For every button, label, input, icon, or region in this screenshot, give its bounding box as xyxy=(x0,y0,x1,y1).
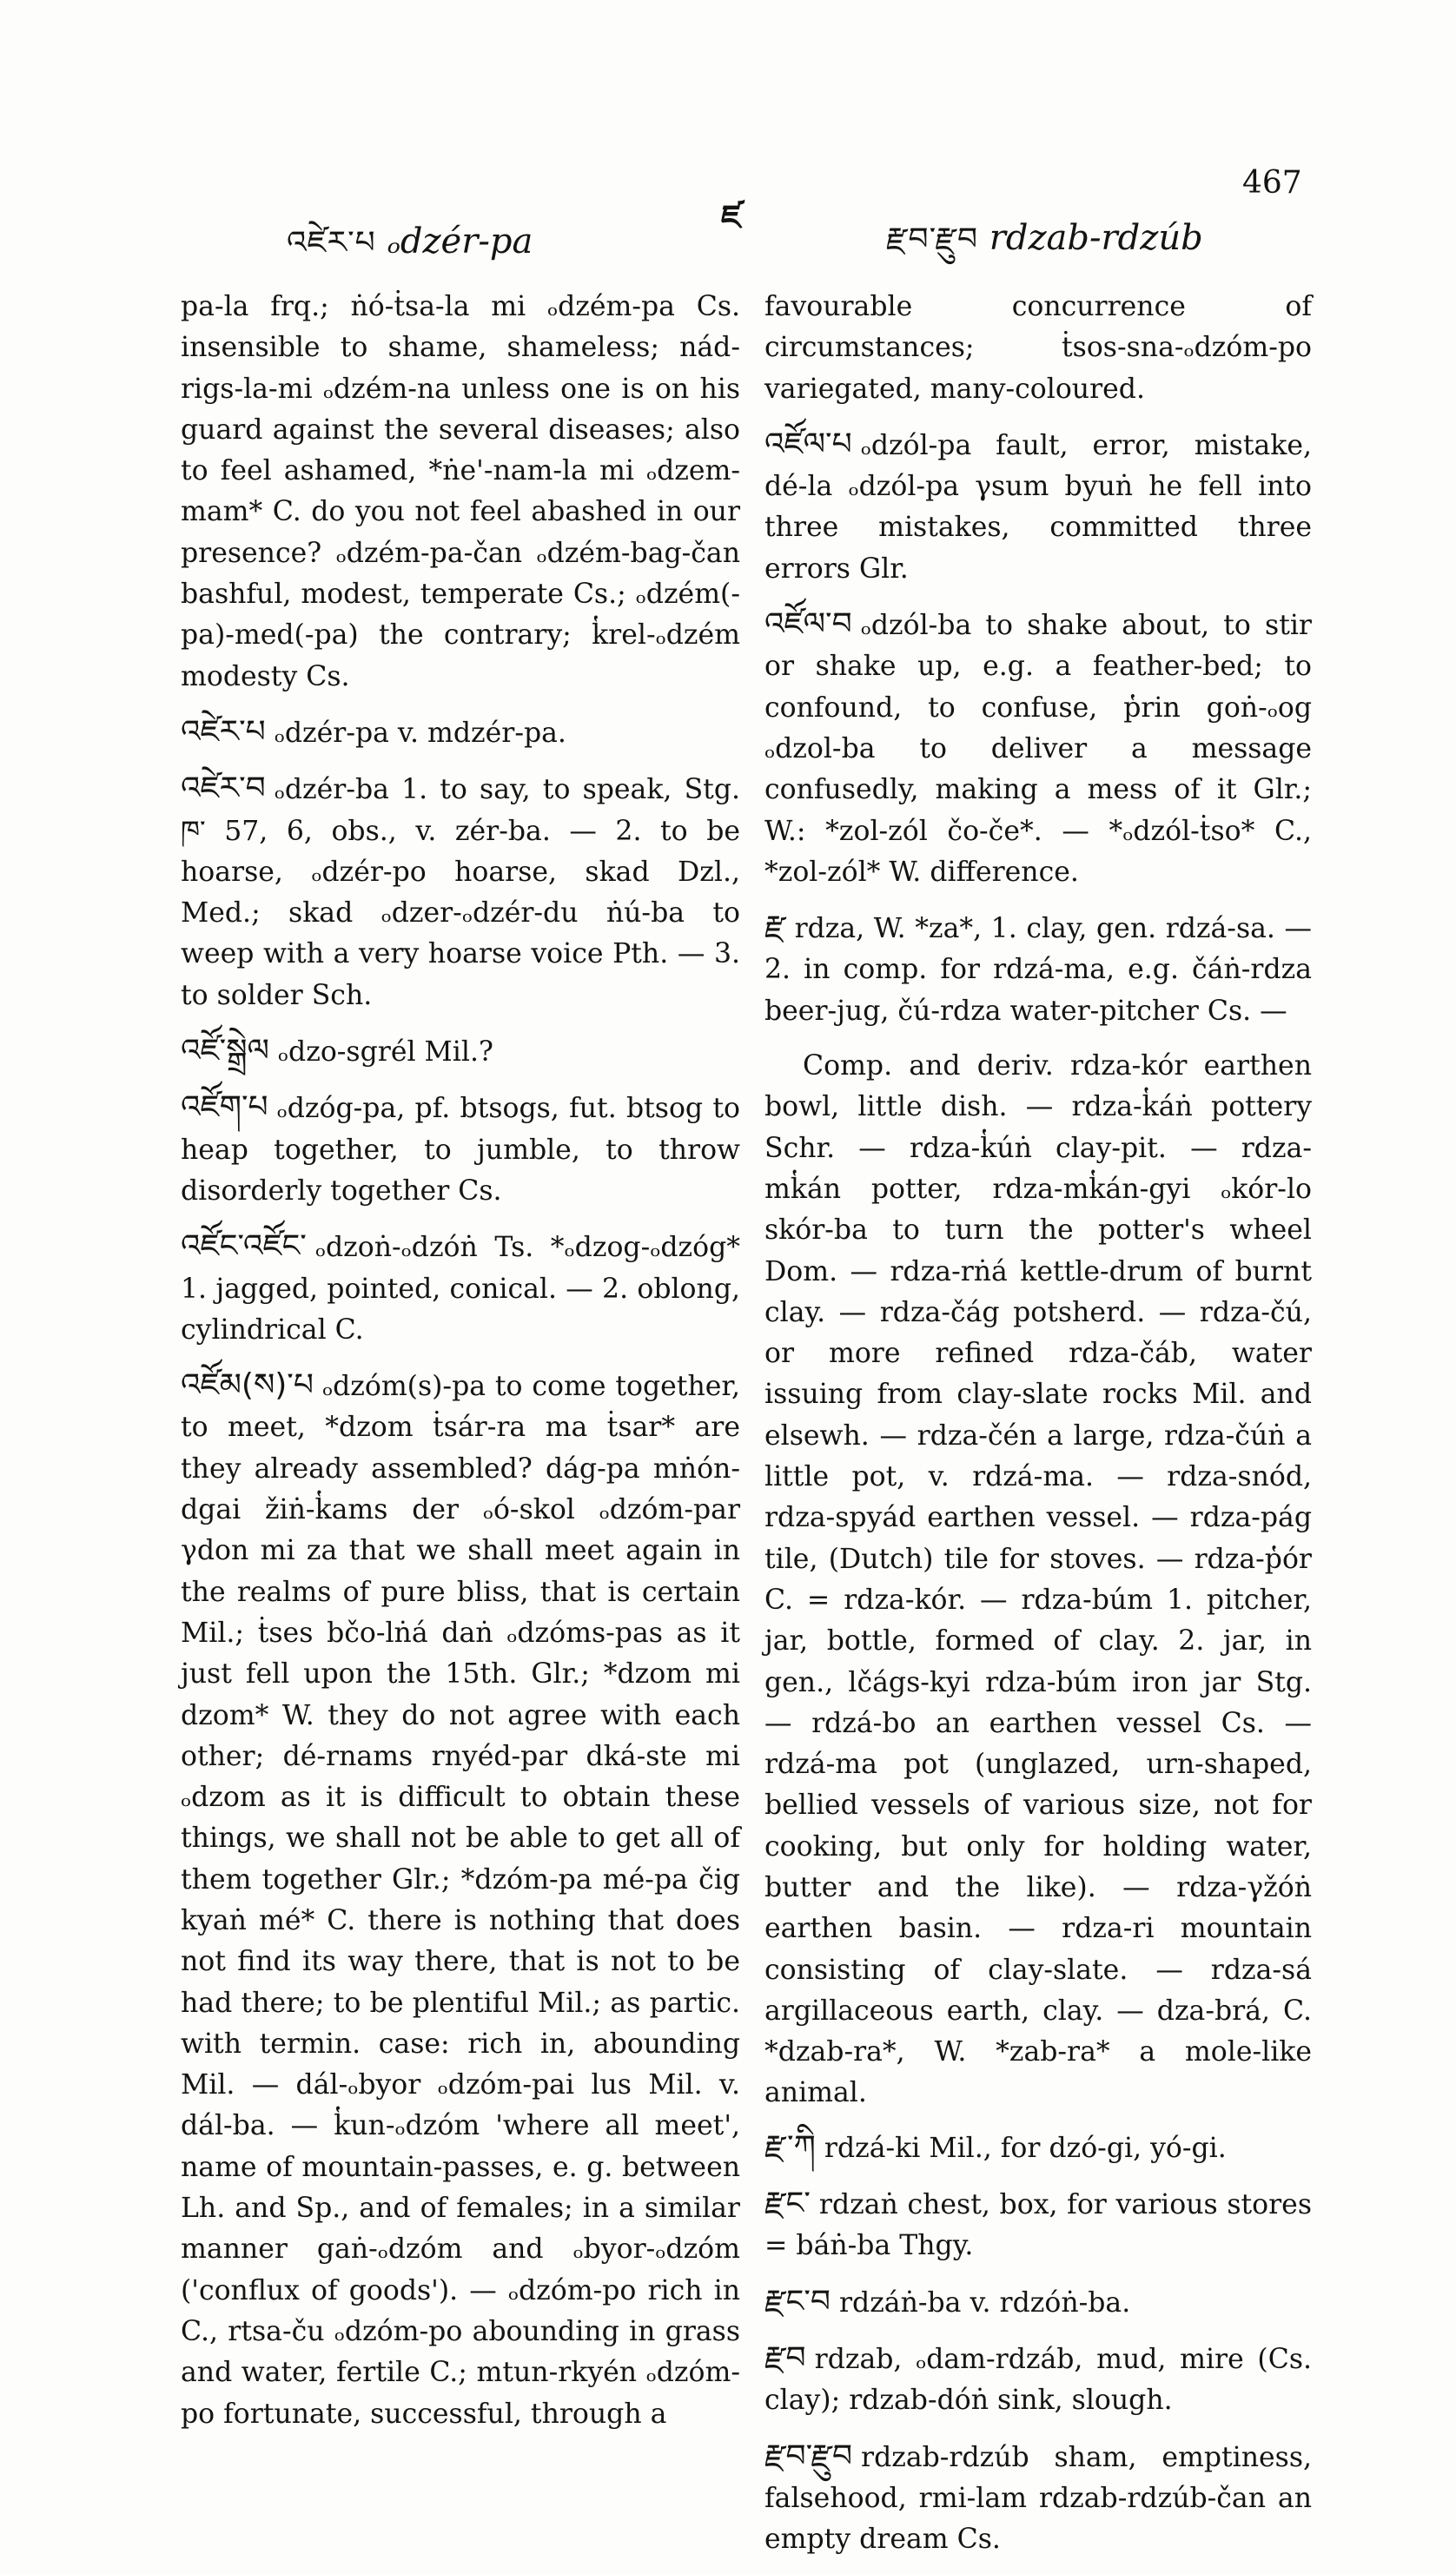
entry-headword: རྫང་ xyxy=(764,2186,811,2222)
dictionary-entry xyxy=(764,2338,1312,2422)
entry-text: rdzáṅ-ba v. rdzóṅ-ba. xyxy=(838,2286,1131,2319)
entry-text: ₒdzér-ba 1. to say, to speak, Stg. ཁ་ 57, 6, obs., v. zér-ba. — 2. to be hoarse, ₒdzér-po hoarse, skad Dzl., Med.; skad ₒdzer-ₒdzér-du ṅú-ba to weep with a very hoarse voice Pth. — 3. to solder Sch. xyxy=(181,774,740,1011)
dictionary-entry xyxy=(764,2183,1312,2267)
entry-headword: འཛོམ(ས)་པ xyxy=(181,1367,314,1404)
dictionary-entry xyxy=(181,1226,740,1351)
entry-headword: རྫབ xyxy=(764,2339,806,2376)
right-column xyxy=(764,287,1312,2574)
left-head-translit: ₒdzér-pa xyxy=(387,222,533,261)
dictionary-entry xyxy=(181,1365,740,2435)
entry-text: ₒdzér-pa v. mdzér-pa. xyxy=(274,717,566,749)
entry-text: Comp. and deriv. rdza-kór earthen bowl, little dish. — rdza-k̔áṅ pottery Schr. — rdza-k̔úṅ clay-pit. — rdza-mk̔án potter, rdza-mk̔án-gyi ₒkór-lo skór-ba to turn the potter's wheel Dom. — rdza-rṅá kettle-drum of burnt clay. — rdza-čág potsherd. — rdza-čú, or more refined rdza-čáb, water issuing from clay-slate rocks Mil. and elsewh. — rdza-čén a large, rdza-čúṅ a little pot, v. rdzá-ma. — rdza-snód, rdza-spyád earthen vessel. — rdza-pág tile, (Dutch) tile for stoves. — rdza-p̔ór C. = rdza-kór. — rdza-búm 1. pitcher, jar, bottle, formed of clay. 2. jar, in gen., lčágs-kyi rdza-búm iron jar Stg. — rdzá-bo an earthen vessel Cs. — rdzá-ma pot (unglazed, urn-shaped, bellied vessels of various size, not for cooking, but only for holding water, butter and the like). — rdza-γžóṅ earthen basin. — rdza-ri mountain consisting of clay-slate. — rdza-sá argillaceous earth, clay. — dza-brá, C. *dzab-ra*, W. *zab-ra* a mole-like animal. xyxy=(764,1050,1312,2109)
entry-headword: རྫང་བ xyxy=(764,2283,831,2319)
dictionary-entry xyxy=(181,768,740,1016)
section-letter: ཛ xyxy=(721,198,742,236)
page-number: 467 xyxy=(1242,165,1302,201)
entry-text: ₒdzól-pa fault, error, mistake, dé-la ₒdzól-pa γsum byuṅ he fell into three mistakes, committed three errors Glr. xyxy=(764,429,1312,585)
dictionary-entry xyxy=(764,2127,1312,2169)
dictionary-entry xyxy=(764,907,1312,1032)
entry-headword: འཛེར་བ xyxy=(181,771,266,807)
dictionary-entry xyxy=(181,1087,740,1212)
entry-headword: འཛོང་འཛོང་ xyxy=(181,1228,307,1265)
entry-text: ₒdzo-sgrél Mil.? xyxy=(277,1036,493,1069)
entry-text: ₒdzóg-pa, pf. btsogs, fut. btsog to heap together, to jumble, to throw disorderly together Cs. xyxy=(181,1093,740,1207)
left-column xyxy=(181,287,740,2449)
entry-headword: འཛོ་སྒྲེལ xyxy=(181,1033,269,1069)
entry-text: ₒdzóm(s)-pa to come together, to meet, *dzom ṫsár-ra ma ṫsar* are they already assembled? dág-pa mṅón-dgai žiṅ-k̔ams der ₒó-skol ₒdzóm-par γdon mi za that we shall meet again in the realms of pure bliss, that is certain Mil.; ṫses bčo-lṅá daṅ ₒdzóms-pas as it just fell upon the 15th. Glr.; *dzom mi dzom* W. they do not agree with each other; dé-rnams rnyéd-par dká-ste mi ₒdzom as it is difficult to obtain these things, we shall not be able to get all of them together Glr.; *dzóm-pa mé-pa čig kyaṅ mé* C. there is nothing that does not find its way there, that is not to be had there; to be plentiful Mil.; as partic. with termin. case: rich in, abounding Mil. — dál-ₒbyor ₒdzóm-pai lus Mil. v. dál-ba. — k̔un-ₒdzóm 'where all meet', name of mountain-passes, e. g. between Lh. and Sp., and of females; in a similar manner gaṅ-ₒdzóm and ₒbyor-ₒdzóm ('conflux of goods'). — ₒdzóm-po rich in C., rtsa-ču ₒdzóm-po abounding in grass and water, fertile C.; mtun-rkyén ₒdzóm-po fortunate, successful, through a xyxy=(181,1371,740,2430)
entry-text: favourable concurrence of circumstances; ṫsos-sna-ₒdzóm-po variegated, many-coloured. xyxy=(764,291,1312,405)
entry-headword: རྫབ་རྫུབ xyxy=(764,2438,853,2474)
entry-headword: རྫ xyxy=(764,910,786,946)
dictionary-entry xyxy=(764,424,1312,590)
left-running-head xyxy=(287,207,533,295)
left-head-tibetan: འཛེར་པ xyxy=(287,225,376,261)
dictionary-entry xyxy=(764,604,1312,893)
entry-headword: འཛོལ་པ xyxy=(764,426,852,462)
entry-text: rdza, W. *za*, 1. clay, gen. rdzá-sa. — 2. in comp. for rdzá-ma, e.g. čáṅ-rdza beer-jug, čú-rdza water-pitcher Cs. — xyxy=(764,913,1312,1027)
page-header xyxy=(0,165,1456,261)
entry-text: rdzab, ₒdam-rdzáb, mud, mire (Cs. clay); rdzab-dóṅ sink, slough. xyxy=(764,2343,1312,2417)
dictionary-entry xyxy=(764,2436,1312,2561)
comp-and-deriv-paragraph xyxy=(764,1046,1312,2114)
entry-headword: འཛོལ་བ xyxy=(764,606,852,643)
entry-text: rdzab-rdzúb sham, emptiness, falsehood, rmi-lam rdzab-rdzúb-čan an empty dream Cs. xyxy=(764,2441,1312,2556)
right-head-translit: rdzab-rdzúb xyxy=(989,218,1203,258)
entry-text: pa-la frq.; ṅó-ṫsa-la mi ₒdzém-pa Cs. insensible to shame, shameless; nád-rigs-la-mi ₒdzém-na unless one is on his guard against the several diseases; also to feel ashamed, *ṅe'-nam-la mi ₒdzem-mam* C. do you not feel abashed in our presence? ₒdzém-pa-čan ₒdzém-bag-čan bashful, modest, temperate Cs.; ₒdzém(-pa)-med(-pa) the contrary; k̔rel-ₒdzém modesty Cs. xyxy=(181,291,740,692)
dictionary-entry xyxy=(181,287,740,698)
right-head-tibetan: རྫབ་རྫུབ xyxy=(886,222,979,257)
dictionary-entry xyxy=(764,287,1312,410)
dictionary-entry xyxy=(181,711,740,754)
entry-text: rdzá-ki Mil., for dzó-gi, yó-gi. xyxy=(824,2132,1227,2164)
right-running-head xyxy=(886,203,1203,292)
entry-text: ₒdzoṅ-ₒdzóṅ Ts. *ₒdzog-ₒdzóg* 1. jagged, pointed, conical. — 2. oblong, cylindrical C. xyxy=(181,1232,740,1346)
dictionary-entry xyxy=(764,2281,1312,2324)
entry-headword: འཛོག་པ xyxy=(181,1089,268,1126)
entry-text: rdzaṅ chest, box, for various stores = báṅ-ba Thgy. xyxy=(764,2189,1312,2262)
entry-text: ₒdzól-ba to shake about, to stir or shake up, e.g. a feather-bed; to confound, to confuse, p̔rin goṅ-ₒog ₒdzol-ba to deliver a message confusedly, making a mess of it Glr.; W.: *zol-zól čo-če*. — *ₒdzól-ṫso* C., *zol-zól* W. difference. xyxy=(764,610,1312,888)
dictionary-entry xyxy=(181,1030,740,1073)
entry-headword: རྫ་ཀི xyxy=(764,2128,816,2165)
entry-headword: འཛེར་པ xyxy=(181,713,266,750)
